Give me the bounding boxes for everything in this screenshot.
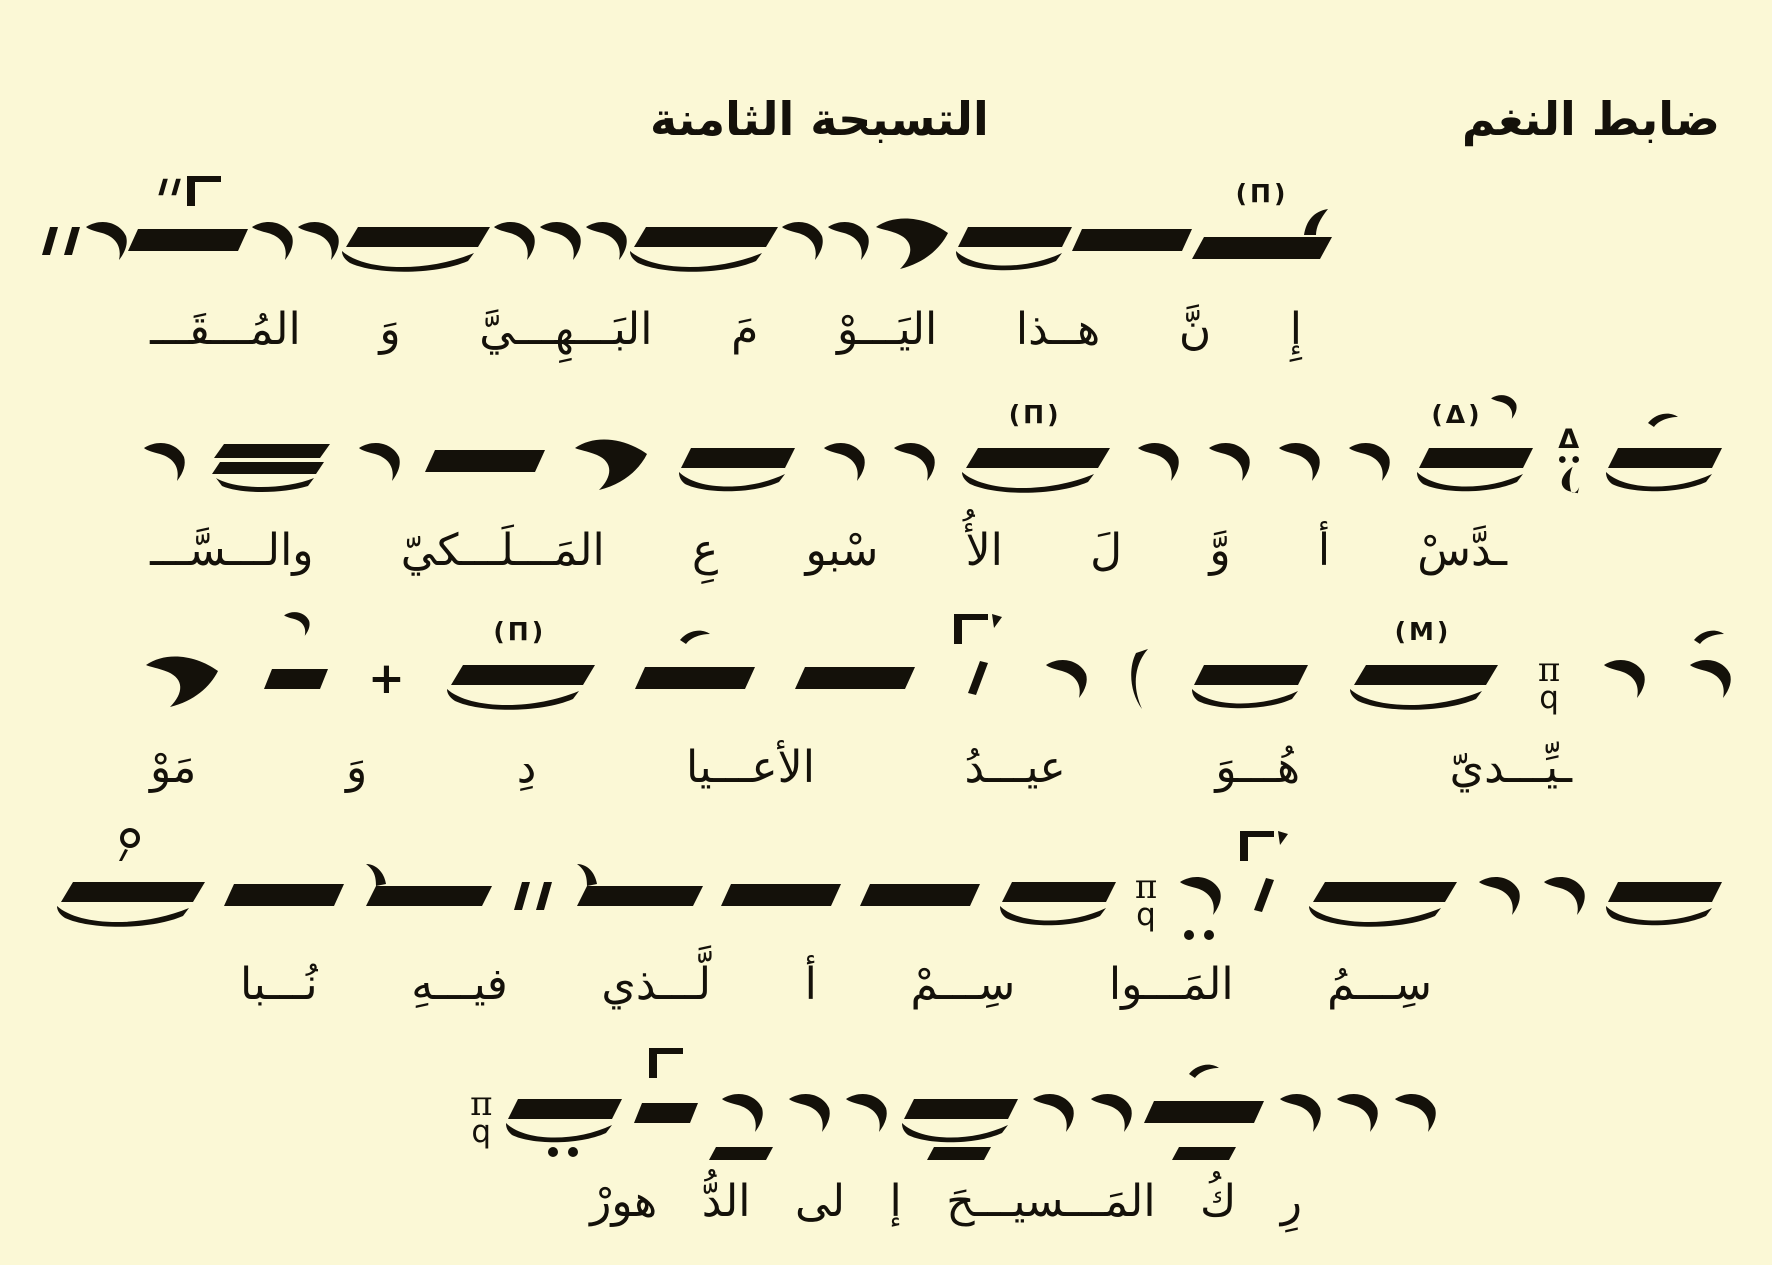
neume-body (55, 864, 205, 928)
neume-body (795, 647, 915, 711)
neume-ison-petasti-sm (1604, 389, 1722, 518)
lyric-syllable: وَّ (1209, 525, 1231, 576)
neume-body (968, 647, 988, 711)
neume-body (1134, 430, 1180, 494)
neume-body (224, 864, 344, 928)
circle-mark-icon (117, 827, 143, 861)
neume-body (367, 653, 405, 711)
lyric-syllable: مَوْ (150, 742, 197, 793)
neume-body (721, 864, 841, 928)
neume-body (1134, 866, 1158, 933)
neume-body (294, 209, 340, 273)
lyric-syllable: أ (1317, 525, 1331, 576)
neume-kentimata (510, 823, 554, 952)
lyric-syllable: سِـــمْ (910, 959, 1016, 1010)
martyria-delta-sign (1558, 426, 1580, 494)
martyria-sign: (Π) (1008, 400, 1062, 429)
neume-oligon (264, 606, 328, 735)
neume-ison-petasti (960, 389, 1110, 518)
neume-apostrophos (1087, 1040, 1133, 1169)
neume-petasti-curl (569, 389, 653, 518)
neume-pi-q (1135, 832, 1157, 952)
neume-upper-marks (1009, 389, 1062, 427)
plus-sign: + (367, 653, 405, 704)
neume-body (573, 864, 703, 928)
neume-apostrophos (1275, 389, 1321, 518)
neume-kentimata (38, 168, 82, 297)
neume-apostrophos (536, 168, 582, 297)
neume-stroke (954, 606, 1002, 735)
lyric-syllable: نَّ (1178, 304, 1212, 355)
neume-body (1144, 1081, 1264, 1145)
dots2-mark-icon (548, 1147, 578, 1157)
neume-ison-petasti-sm (954, 168, 1072, 297)
neume-body (1475, 864, 1521, 928)
neume-ison-petasti (628, 168, 778, 297)
neume-upper-marks (117, 823, 143, 861)
neume-body (954, 209, 1072, 273)
neume-apostrophos (1345, 389, 1391, 518)
neume-body (860, 864, 980, 928)
hook-mark-icon (1646, 411, 1680, 427)
lyric-syllable: ـيِّـــديّ (1449, 742, 1572, 793)
neume-ison-petasti (445, 606, 595, 735)
neume-body (510, 864, 554, 928)
neume-body (718, 1081, 764, 1145)
neume-plus (368, 616, 405, 735)
lyric-syllable: اليَـــوْ (836, 304, 938, 355)
music-system-2 (0, 385, 1772, 602)
lyric-syllable: المَـــسيـــحَ (946, 1176, 1156, 1227)
music-score (0, 168, 1772, 1253)
neume-lower-marks (1184, 930, 1214, 952)
underbar-mark-icon (709, 1147, 773, 1160)
neume-body (264, 647, 328, 711)
lyric-syllable: المُـــقَـــ (150, 304, 301, 355)
neume-apostrophos (1042, 606, 1088, 735)
neume-ison-petasti (55, 823, 205, 952)
neume-apostrophos (1475, 823, 1521, 952)
neume-ison (795, 606, 915, 735)
neume-body (536, 209, 582, 273)
neume-body (248, 209, 294, 273)
neume-body (1345, 430, 1391, 494)
neume-body (140, 647, 224, 711)
neume-delta-martyria (1558, 385, 1580, 518)
lyric-syllable: سْبو (805, 525, 879, 576)
page-header (0, 0, 1772, 168)
neume-body (1558, 426, 1580, 494)
neume-line (0, 385, 1772, 518)
fthora-pi-q-sign (470, 1083, 493, 1150)
lyric-line (0, 1169, 1772, 1253)
neume-ison-petasti (1348, 606, 1498, 735)
lyric-syllable: البَـــهِـــيَّ (479, 304, 653, 355)
lyric-syllable: هُـــوَ (1215, 742, 1301, 793)
neume-body (569, 430, 653, 494)
neume-body (425, 430, 545, 494)
lyric-syllable: وَ (345, 742, 368, 793)
lyric-syllable: أ (804, 959, 817, 1010)
neume-body (960, 430, 1110, 494)
neume-body (470, 1083, 493, 1150)
neume-apostrophos (824, 168, 870, 297)
neume-body (445, 647, 595, 711)
neume-apostrophos (820, 389, 866, 518)
neume-body (842, 1081, 888, 1145)
lyric-syllable: دِ (516, 742, 537, 793)
fthora-pi: π (1537, 649, 1561, 690)
neume-apostrophos (1134, 389, 1180, 518)
neume-upper-marks (156, 168, 221, 206)
neume-ison-petasti-sm (677, 389, 795, 518)
neume-body (355, 430, 401, 494)
lyric-syllable: المَـــوا (1108, 959, 1234, 1010)
mode-indicator-title: ضابط النغم (1461, 92, 1720, 146)
neume-body (634, 1081, 698, 1145)
neume-petasti-curl (140, 606, 224, 735)
neume-apostrophos (1276, 1040, 1322, 1169)
neume-apostrophos (490, 168, 536, 297)
neume-apostrophos (248, 168, 294, 297)
neume-body (1029, 1081, 1075, 1145)
music-system-4 (0, 823, 1772, 1036)
lyric-syllable: فيـــهِ (411, 959, 508, 1010)
gorgon-mark-icon (649, 1048, 683, 1078)
fthora-q: q (1539, 679, 1559, 716)
neume-body (1604, 430, 1722, 494)
lyric-syllable: الأعـــيا (685, 742, 815, 793)
delta-letter: Δ (1558, 424, 1580, 455)
neume-body (677, 430, 795, 494)
lyric-line (0, 952, 1772, 1036)
neume-body (582, 209, 628, 273)
neume-body (820, 430, 866, 494)
hymn-title: التسبحة الثامنة (650, 92, 989, 146)
neume-ison-hook (362, 823, 492, 952)
neume-ison (425, 389, 545, 518)
neume-body (1537, 649, 1561, 716)
lyric-syllable: إِ (1289, 304, 1302, 355)
lyric-syllable: المَـــلَـــكيّ (400, 525, 605, 576)
neume-upper-marks (281, 606, 311, 644)
neume-apostrophos (82, 168, 128, 297)
neume-apostrophos (1333, 1040, 1379, 1169)
neume-body (340, 209, 490, 273)
fthora-pi: π (470, 1083, 493, 1124)
lyric-syllable: سِـــمُ (1327, 959, 1432, 1010)
neume-lower-marks (927, 1147, 991, 1169)
neume-body (38, 209, 82, 273)
neume-body (778, 209, 824, 273)
neume-line (0, 168, 1772, 297)
underbar-mark-icon (1172, 1147, 1236, 1160)
neume-body (362, 864, 492, 928)
neume-apostrophos (294, 168, 340, 297)
music-system-3 (0, 606, 1772, 819)
neume-stroke (1240, 823, 1288, 952)
lyric-syllable: لَّـــذي (601, 959, 712, 1010)
music-system-1 (0, 168, 1772, 381)
neume-upper-marks (1395, 606, 1452, 644)
neume-body (1686, 647, 1732, 711)
neume-line (0, 1040, 1772, 1169)
fthora-pi: π (1134, 866, 1158, 907)
neume-apostrophos (1600, 606, 1646, 735)
neume-ison-petasti-sm (504, 1040, 622, 1169)
apostrophos-mark-icon (281, 604, 311, 644)
neume-body (1415, 430, 1533, 494)
lyric-syllable: ـدَّسْ (1417, 525, 1507, 576)
gorgon-comma-mark-icon (954, 614, 1002, 644)
neume-body (900, 1081, 1018, 1145)
neume-ison-petasti-sm (1604, 823, 1722, 952)
lyric-syllable: الدُّ (701, 1176, 751, 1227)
neume-body (1205, 430, 1251, 494)
neume-body (998, 864, 1116, 928)
neume-apostrophos (582, 168, 628, 297)
lyric-syllable: لى (794, 1176, 846, 1227)
neume-upper-marks (678, 606, 712, 644)
neume-body (1087, 1081, 1133, 1145)
neume-body (140, 430, 186, 494)
neume-body (1192, 209, 1332, 273)
neume-upper-marks (493, 606, 546, 644)
neume-upper-marks (1431, 389, 1517, 427)
neume-ison (635, 606, 755, 735)
neume-body (1307, 864, 1457, 928)
lyric-syllable: مَ (731, 304, 759, 355)
neume-apostrophos (140, 389, 186, 518)
neume-upper-marks (954, 606, 1002, 644)
lyric-syllable: نُـــبا (240, 959, 318, 1010)
lyric-syllable: هورْ (590, 1176, 658, 1227)
neume-body (1190, 647, 1308, 711)
lyric-syllable: هــذا (1015, 304, 1101, 355)
neume-body (1604, 864, 1722, 928)
neume-body (1072, 209, 1192, 273)
neume-ison-petasti-sm (998, 823, 1116, 952)
neume-body (1348, 647, 1498, 711)
neume-apostrophos (890, 389, 936, 518)
neume-ison (128, 168, 248, 297)
neume-lower-marks (709, 1147, 773, 1169)
fthora-q: q (471, 1113, 492, 1150)
neume-apostrophos (778, 168, 824, 297)
neume-apostrophos (1540, 823, 1586, 952)
neume-body (1391, 1081, 1437, 1145)
neume-ison (224, 823, 344, 952)
neume-apostrophos (355, 389, 401, 518)
lyric-line (0, 735, 1772, 819)
dots2-mark-icon (1184, 930, 1214, 940)
lyric-syllable: عيـــدُ (964, 742, 1066, 793)
lyric-syllable: وَ (379, 304, 401, 355)
hook-mark-icon (1692, 628, 1726, 644)
neume-upper-marks (649, 1040, 683, 1078)
lyric-syllable: كُ (1200, 1176, 1237, 1227)
hook-mark-icon (1187, 1062, 1221, 1078)
gorgon-mark-icon (187, 176, 221, 206)
neume-bareia (1128, 606, 1150, 735)
neume-body (1042, 647, 1088, 711)
neume-body (628, 209, 778, 273)
neume-ison (1144, 1040, 1264, 1169)
neume-body (210, 430, 330, 494)
hook-mark-icon (678, 628, 712, 644)
neume-line (0, 606, 1772, 735)
neume-ison-apoderma (1192, 168, 1332, 297)
neume-body (1176, 864, 1222, 928)
neume-body (490, 209, 536, 273)
neume-body (1600, 647, 1646, 711)
neume-ison2-petasti (210, 389, 330, 518)
neume-ison-petasti (340, 168, 490, 297)
neume-body (1276, 1081, 1322, 1145)
neume-apostrophos (1029, 1040, 1075, 1169)
music-system-5 (0, 1040, 1772, 1253)
neume-body (785, 1081, 831, 1145)
neume-body (504, 1081, 622, 1145)
lyric-syllable: رِ (1280, 1176, 1302, 1227)
neume-apostrophos (842, 1040, 888, 1169)
neume-body (82, 209, 128, 273)
martyria-sign: (Π) (493, 617, 547, 646)
neume-apostrophos (1391, 1040, 1437, 1169)
underbar-mark-icon (927, 1147, 991, 1160)
kentimata-mark-icon (156, 168, 182, 206)
neume-pi-q (1538, 615, 1560, 735)
lyric-line (0, 297, 1772, 381)
neume-ison-petasti-sm (900, 1040, 1018, 1169)
neume-apostrophos (1686, 606, 1732, 735)
neume-ison (1072, 168, 1192, 297)
neume-apostrophos (785, 1040, 831, 1169)
neume-body (1540, 864, 1586, 928)
lyric-syllable: عِ (691, 525, 719, 576)
neume-ison-petasti (1307, 823, 1457, 952)
neume-body (1333, 1081, 1379, 1145)
neume-body (1275, 430, 1321, 494)
lyric-syllable: إ (889, 1176, 902, 1227)
neume-body (128, 209, 248, 273)
martyria-sign: (M) (1394, 617, 1452, 646)
neume-body (635, 647, 755, 711)
neume-upper-marks (1187, 1040, 1221, 1078)
fthora-pi-q-sign (1537, 649, 1561, 716)
lyric-line (0, 518, 1772, 602)
neume-lower-marks (1172, 1147, 1236, 1169)
neume-upper-marks (1240, 823, 1288, 861)
neume-upper-marks (1692, 606, 1726, 644)
lyric-syllable: الأُ (965, 525, 1003, 576)
lyric-syllable: والـــسَّـــ (150, 525, 314, 576)
neume-apostrophos (1176, 823, 1222, 952)
neume-ison-petasti-sm (1415, 389, 1533, 518)
neume-upper-marks (1646, 389, 1680, 427)
neume-lower-marks (548, 1147, 578, 1169)
neume-body (1128, 647, 1150, 711)
neume-line (0, 823, 1772, 952)
neume-body (824, 209, 870, 273)
lyric-syllable: لَ (1090, 525, 1123, 576)
martyria-sign: (Π) (1235, 179, 1289, 208)
neume-body (870, 209, 954, 273)
neume-apostrophos (1205, 389, 1251, 518)
neume-apostrophos (709, 1040, 773, 1169)
neume-ison (860, 823, 980, 952)
neume-pi-q (470, 1049, 492, 1169)
fthora-q: q (1136, 896, 1156, 933)
neume-upper-marks (1236, 168, 1289, 206)
neume-body (1254, 864, 1274, 928)
neume-ison-petasti-sm (1190, 606, 1308, 735)
neume-petasti-curl (870, 168, 954, 297)
martyria-sign: (Δ) (1431, 400, 1483, 429)
apostrophos-mark-icon (1488, 387, 1518, 427)
neume-ison-hook (573, 823, 703, 952)
fthora-pi-q-sign (1134, 866, 1158, 933)
neume-oligon (634, 1040, 698, 1169)
neume-ison (721, 823, 841, 952)
neume-body (890, 430, 936, 494)
gorgon-comma-mark-icon (1240, 831, 1288, 861)
